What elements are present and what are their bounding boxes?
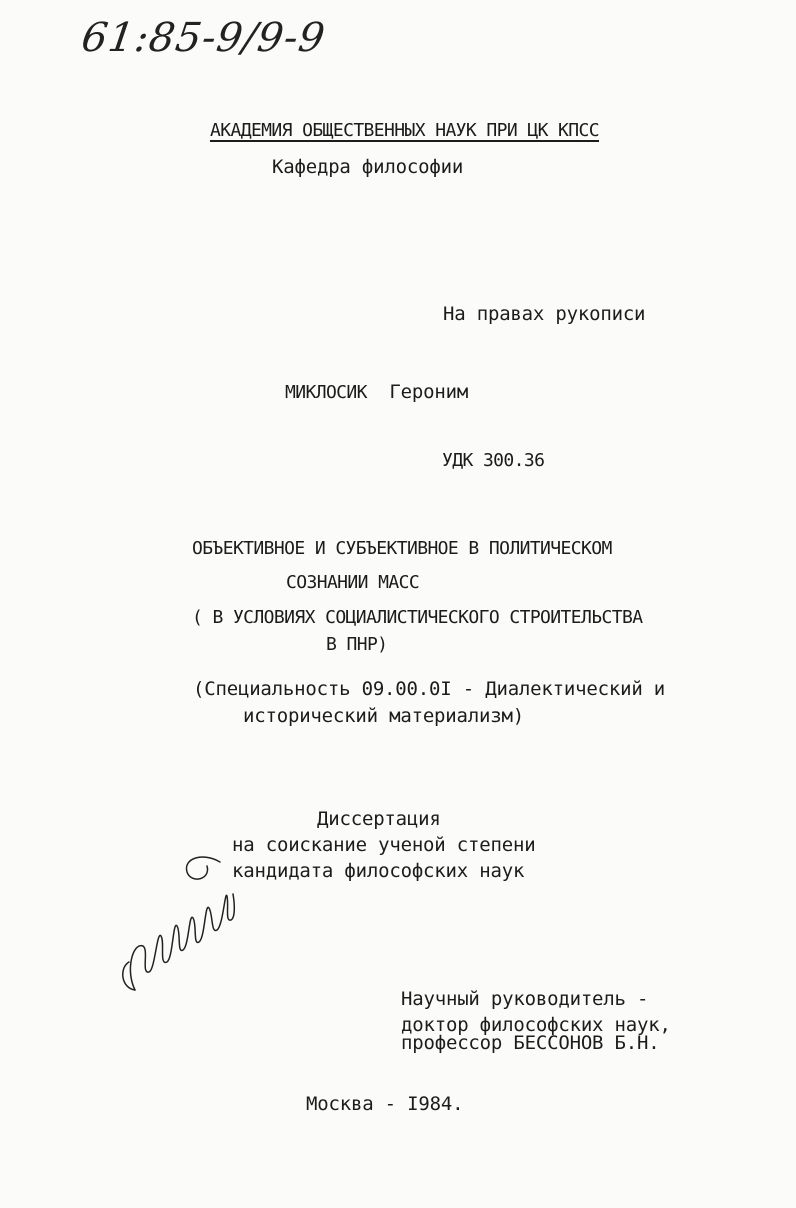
advisor-label: Научный руководитель - [401,988,649,1010]
specialty-line-1: (Специальность 09.00.0I - Диалектический и [193,678,666,700]
degree-line-1: на соискание ученой степени [232,834,536,856]
advisor-title-name: профессор БЕССОНОВ Б.Н. [401,1032,660,1054]
degree-line-2: кандидата философских наук [232,860,525,882]
author-signature [115,850,245,1000]
thesis-title-line-1: ОБЪЕКТИВНОЕ И СУБЪЕКТИВНОЕ В ПОЛИТИЧЕСКОМ [192,538,612,559]
author-line [285,383,468,402]
thesis-type: Диссертация [317,808,441,830]
udc-code: УДК 300.36 [442,450,545,471]
manuscript-rights: На правах рукописи [443,303,646,325]
author-surname: МИКЛОСИК [285,382,367,403]
thesis-subtitle-line-2: В ПНР) [326,634,388,655]
department-name: Кафедра философии [272,156,464,178]
thesis-title-line-2: СОЗНАНИИ МАСС [286,572,420,593]
thesis-subtitle-line-1: ( В УСЛОВИЯХ СОЦИАЛИСТИЧЕСКОГО СТРОИТЕЛЬСТВА [192,607,643,628]
advisor-degree: доктор философских наук, [401,1014,671,1036]
author-given-name: Героним [389,381,469,403]
specialty-line-2: исторический материализм) [243,705,524,727]
place-and-year: Москва - I984. [306,1093,464,1115]
institution-name: АКАДЕМИЯ ОБЩЕСТВЕННЫХ НАУК ПРИ ЦК КПСС [210,120,600,141]
archive-mark-handwritten: 61:85-9/9-9 [78,15,329,61]
